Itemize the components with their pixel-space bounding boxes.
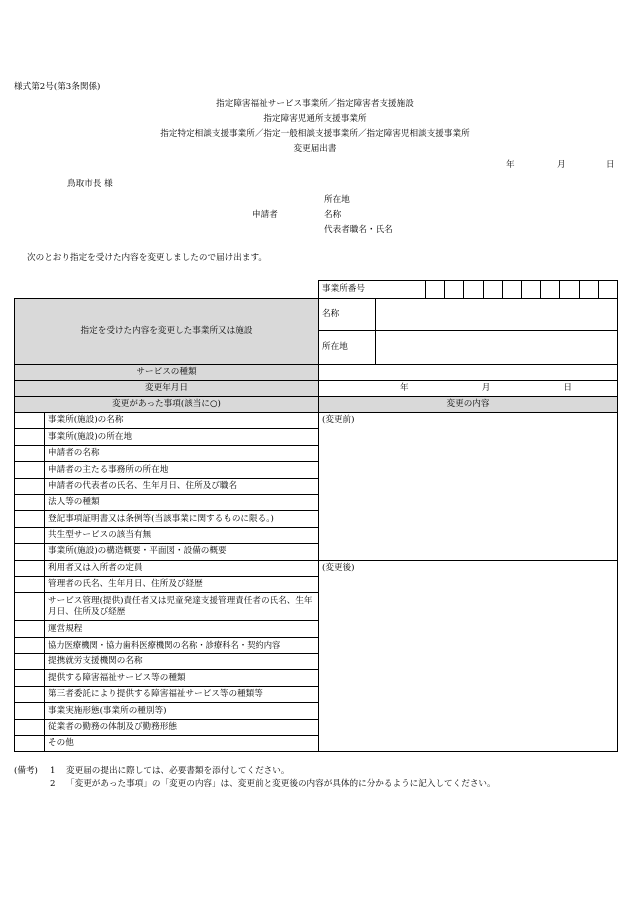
- title-line-2: 指定障害児通所支援事業所: [263, 114, 367, 124]
- facility-name-label: 名称: [319, 299, 376, 331]
- item-check-cell[interactable]: [15, 576, 45, 592]
- office-number-cell[interactable]: [319, 281, 618, 299]
- item-label: その他: [45, 736, 319, 752]
- item-check-cell[interactable]: [15, 544, 45, 560]
- facility-location-label: 所在地: [319, 331, 376, 365]
- item-check-cell[interactable]: [15, 621, 45, 637]
- item-check-cell[interactable]: [15, 527, 45, 543]
- change-form-table: [14, 280, 618, 752]
- item-label: 第三者委託により提供する障害福祉サービス等の種類等: [45, 686, 319, 702]
- office-number-digit-boxes[interactable]: [426, 281, 617, 298]
- item-check-cell[interactable]: [15, 462, 45, 478]
- item-label: 管理者の氏名、生年月日、住所及び経歴: [45, 576, 319, 592]
- change-date-day: 日: [563, 383, 572, 394]
- changed-facility-label: 指定を受けた内容を変更した事業所又は施設: [15, 299, 319, 365]
- item-label: 申請者の名称: [45, 445, 319, 461]
- item-label: 事業実施形態(事業所の種別等): [45, 703, 319, 719]
- item-check-cell[interactable]: [15, 413, 45, 429]
- facility-name-row: [15, 299, 618, 331]
- facility-location-field[interactable]: [376, 331, 618, 365]
- document-title: 変更届出書: [293, 144, 337, 154]
- content-before-cell[interactable]: [319, 413, 618, 561]
- item-label: 事業所(施設)の名称: [45, 413, 319, 429]
- before-label: (変更前): [322, 415, 355, 425]
- addressee: 鳥取市長 様: [67, 179, 113, 189]
- note-1-text: 変更届の提出に際しては、必要書類を添付してください。: [66, 766, 290, 776]
- applicant-label: 申請者: [252, 210, 278, 220]
- title-line-1: 指定障害福祉サービス事業所／指定障害者支援施設: [216, 99, 414, 109]
- item-check-cell[interactable]: [15, 560, 45, 576]
- item-check-cell[interactable]: [15, 654, 45, 670]
- item-check-cell[interactable]: [15, 703, 45, 719]
- intro-text: 次のとおり指定を受けた内容を変更しましたので届け出ます。: [27, 253, 267, 263]
- office-number-row: [15, 281, 618, 299]
- applicant-name-label: 名称: [324, 210, 342, 220]
- content-after-cell[interactable]: [319, 560, 618, 752]
- title-line-3: 指定特定相談支援事業所／指定一般相談支援事業所／指定障害児相談支援事業所: [160, 129, 470, 139]
- item-label: 事業所(施設)の構造概要・平面図・設備の概要: [45, 544, 319, 560]
- item-check-cell[interactable]: [15, 686, 45, 702]
- item-check-cell[interactable]: [15, 593, 45, 621]
- item-label: 運営規程: [45, 621, 319, 637]
- changed-items-header: 変更があった事項(該当に○): [15, 397, 319, 413]
- item-label: サービス管理(提供)責任者又は児童発達支援管理責任者の氏名、生年月日、住所及び経歴: [45, 593, 319, 621]
- change-date-month: 月: [481, 383, 491, 394]
- item-label: 従業者の勤務の体制及び勤務形態: [45, 719, 319, 735]
- date-month: 月: [557, 160, 566, 170]
- date-year: 年: [506, 160, 515, 170]
- service-type-label: サービスの種類: [15, 365, 319, 381]
- item-label: 提供する障害福祉サービス等の種類: [45, 670, 319, 686]
- item-check-cell[interactable]: [15, 445, 45, 461]
- item-label: 提携就労支援機関の名称: [45, 654, 319, 670]
- note-2-text: 「変更があった事項」の「変更の内容」は、変更前と変更後の内容が具体的に分かるように記入してください。: [66, 779, 496, 789]
- applicant-representative-label: 代表者職名・氏名: [324, 225, 393, 235]
- item-check-cell[interactable]: [15, 511, 45, 527]
- blank-corner: [15, 281, 319, 299]
- change-date-label: 変更年月日: [15, 381, 319, 397]
- item-check-cell[interactable]: [15, 736, 45, 752]
- item-label: 法人等の種類: [45, 494, 319, 510]
- item-check-cell[interactable]: [15, 429, 45, 445]
- item-check-cell[interactable]: [15, 637, 45, 653]
- notes-label: (備考): [14, 766, 38, 776]
- facility-name-field[interactable]: [376, 299, 618, 331]
- item-check-cell[interactable]: [15, 478, 45, 494]
- item-row: [15, 413, 618, 429]
- change-content-header: 変更の内容: [319, 397, 618, 413]
- item-label: 申請者の主たる事務所の所在地: [45, 462, 319, 478]
- item-label: 協力医療機関・協力歯科医療機関の名称・診療科名・契約内容: [45, 637, 319, 653]
- item-label: 登記事項証明書又は条例等(当該事業に関するものに限る。): [45, 511, 319, 527]
- note-2-number: 2: [50, 779, 56, 789]
- item-label: 利用者又は入所者の定員: [45, 560, 319, 576]
- item-check-cell[interactable]: [15, 494, 45, 510]
- item-check-cell[interactable]: [15, 719, 45, 735]
- form-number: 様式第2号(第3条関係): [14, 82, 101, 92]
- service-type-field[interactable]: [319, 365, 618, 381]
- office-number-label: 事業所番号: [319, 281, 426, 298]
- note-1-number: 1: [50, 766, 56, 776]
- item-check-cell[interactable]: [15, 670, 45, 686]
- item-label: 共生型サービスの該当有無: [45, 527, 319, 543]
- applicant-location-label: 所在地: [324, 195, 350, 205]
- change-date-field[interactable]: [319, 381, 618, 397]
- after-label: (変更後): [322, 562, 355, 573]
- date-day: 日: [606, 160, 615, 170]
- change-date-year: 年: [400, 383, 409, 394]
- service-type-row: [15, 365, 618, 381]
- item-label: 事業所(施設)の所在地: [45, 429, 319, 445]
- header-row: [15, 397, 618, 413]
- change-date-row: [15, 381, 618, 397]
- item-row: [15, 560, 618, 576]
- item-label: 申請者の代表者の氏名、生年月日、住所及び職名: [45, 478, 319, 494]
